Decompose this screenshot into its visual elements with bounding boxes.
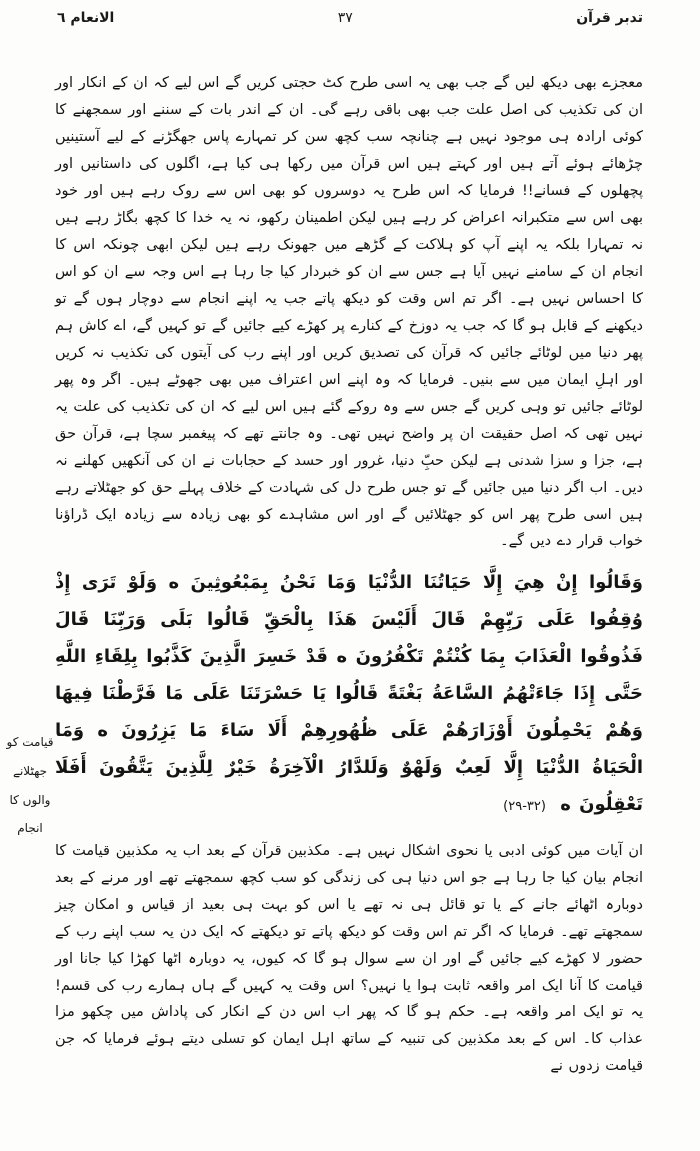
margin-note-line: انجام [17, 821, 43, 836]
quran-verse-block [55, 565, 643, 823]
page-number: ۳۷ [337, 10, 353, 26]
verse-reference: (۳۲-۲۹) [503, 798, 546, 814]
margin-note-line: قیامت کو [6, 735, 54, 749]
margin-note-line: والوں کا [9, 792, 51, 807]
quran-verse-text: وَقَالُوا إِنْ هِيَ إِلَّا حَيَاتُنَا الدُّنْيَا وَمَا نَحْنُ بِمَبْعُوثِينَ ه وَلَوْ تَرَى إِذْ وُقِفُوا عَلَى رَبِّهِمْ قَالَ أَلَيْسَ هَذَا بِالْحَقِّ قَالُوا بَلَى وَرَبِّنَا قَالَ فَذُوقُوا الْعَذَابَ بِمَا كُنْتُمْ تَكْفُرُونَ ه قَدْ خَسِرَ الَّذِينَ كَذَّبُوا بِلِقَاءِ اللَّهِ حَتَّى إِذَا جَاءَتْهُمُ السَّاعَةُ بَغْتَةً قَالُوا يَا حَسْرَتَنَا عَلَى مَا فَرَّطْنَا فِيهَا وَهُمْ يَحْمِلُونَ أَوْزَارَهُمْ عَلَى ظُهُورِهِمْ أَلَا سَاءَ مَا يَزِرُونَ ه وَمَا الْحَيَاةُ الدُّنْيَا إِلَّا لَعِبٌ وَلَهْوٌ وَلَلدَّارُ الْآخِرَةُ خَيْرٌ لِلَّذِينَ يَتَّقُونَ أَفَلَا تَعْقِلُونَ ه [55, 572, 643, 815]
book-title: تدبر قرآن [576, 10, 643, 26]
page-content [55, 70, 643, 1090]
surah-label: الانعام ٦ [57, 10, 115, 26]
page-header [57, 10, 643, 26]
margin-note-line: جھٹلانے [12, 763, 48, 778]
commentary-paragraph-2: ان آیات میں کوئی ادبی یا نحوی اشکال نہیں ہے۔ مکذبین قرآن کے بعد اب یہ مکذبین قیامت کا انجام بیان کیا جا رہا ہے جو اس دنیا ہی کی زندگی کو سب کچھ سمجھتے تھے اور مرنے کے بعد دوبارہ اٹھائے جانے کے یا تو قائل ہی نہ تھے یا اس کو بہت ہی بعید از قیاس و امکان چیز سمجھتے تھے۔ فرمایا کہ اگر تم اس وقت کو دیکھ پاتے تو دیکھتے کہ ایک دن یہ سب اپنے رب کے حضور لا کھڑے کیے جائیں گے اور ان سے سوال ہو گا کہ کیوں، یہ دوبارہ اٹھا کھڑا کیا جانا اور قیامت کا آنا ایک امر واقعہ ثابت ہوا یا نہیں؟ اس وقت یہ کہیں گے ہاں ہمارے رب کی قسم! یہ تو ایک امر واقعہ ہے۔ حکم ہو گا کہ پھر اب اس دن کے انکار کی پاداش میں چکھو مزا عذاب کا۔ اس کے بعد مکذبین کی تنبیہ کے ساتھ اہل ایمان کو تسلی دیتے ہوئے فرمایا کہ جن قیامت زدوں نے [55, 842, 643, 1075]
commentary-paragraph-1: معجزے بھی دیکھ لیں گے جب بھی یہ اسی طرح کٹ حجتی کریں گے اس لیے کہ ان کے انکار اور ان کی تکذیب کی اصل علت جب بھی باقی رہے گی۔ ان کے اندر بات کے سننے اور سمجھنے کا کوئی ارادہ ہی موجود نہیں ہے چنانچہ سب کچھ سن کر تمہارے پاس جھگڑنے کے لیے آستینیں چڑھائے ہوئے آتے ہیں اور کہتے ہیں اس قرآن میں رکھا ہی کیا ہے، اگلوں کی داستانیں اور پچھلوں کے فسانے!! فرمایا کہ اس طرح یہ دوسروں کو بھی اس سے روک رہے ہیں اور خود بھی اس سے متکبرانہ اعراض کر رہے ہیں لیکن اطمینان رکھو، نہ یہ خدا کا کچھ بگاڑ رہے ہیں نہ تمہارا بلکہ یہ اپنے آپ کو ہلاکت کے گڑھے میں جھونک رہے ہیں لیکن ابھی چونکہ اس کا انجام ان کے سامنے نہیں آیا ہے جس سے ان کو خبردار کیا جا رہا ہے اس وجہ سے ان کو اس کا احساس نہیں ہے۔ اگر تم اس وقت کو دیکھ پاتے جب یہ اپنے انجام سے دوچار ہوں گے تو دیکھنے کے قابل ہو گا کہ جب یہ دوزخ کے کنارے پر کھڑے کیے جائیں گے تو کہیں گے، اے کاش ہم پھر دنیا میں لوٹائے جائیں کہ قرآن کی تصدیق کریں اور اپنے رب کی آیتوں کی تکذیب نہ کریں اور اہلِ ایمان میں سے بنیں۔ فرمایا کہ وہ اپنے اس اعتراف میں بھی جھوٹے ہیں۔ اگر وہ پھر لوٹائے جائیں تو وہی کریں گے جس سے وہ روکے گئے ہیں اس لیے کہ ان کی تکذیب کی علت یہ نہیں تھی کہ اصل حقیقت ان پر واضح نہیں تھی۔ وہ جانتے تھے کہ پیغمبر سچا ہے، قرآن حق ہے، جزا و سزا شدنی ہے لیکن حبِّ دنیا، غرور اور حسد کے حجابات نے ان کی آنکھیں کھلنے نہ دیں۔ اب اگر دنیا میں جائیں گے تو جس طرح دل کی شہادت کے خلاف پہلے حق کو جھٹلاتے رہے ہیں اسی طرح پھر اس کو جھٹلائیں گے اور اس مشاہدے کو بھی زیادہ سے زیادہ ایک ڈراؤنا خواب قرار دے دیں گے۔ [55, 75, 643, 550]
margin-note [6, 728, 54, 843]
